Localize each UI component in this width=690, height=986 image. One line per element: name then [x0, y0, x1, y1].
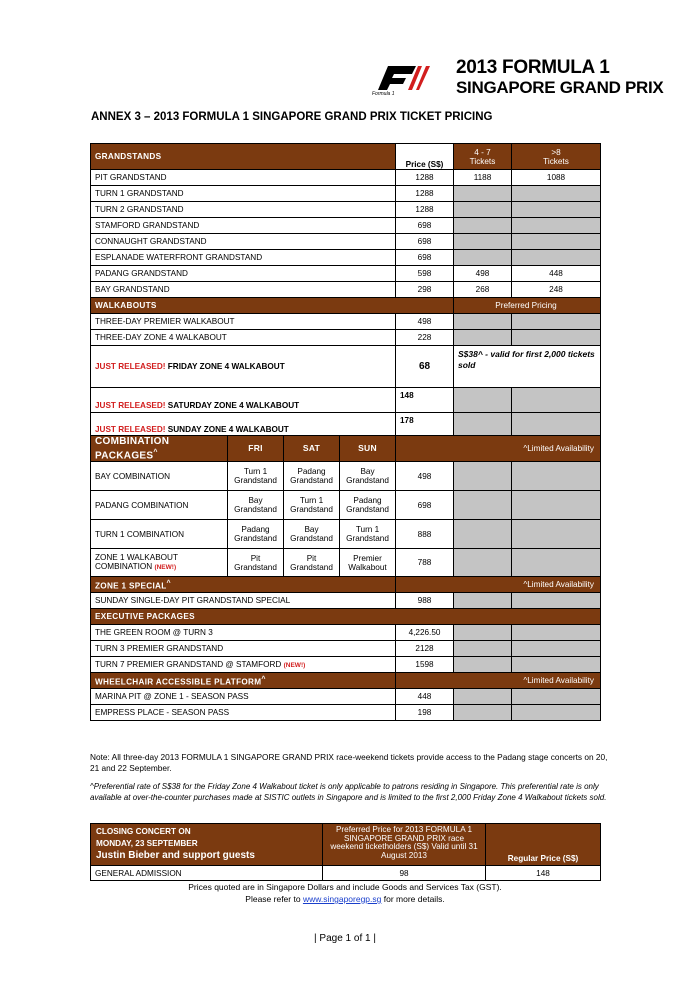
preferred-price-header: Preferred Price for 2013 FORMULA 1 SINGAPORE GRAND PRIX race weekend ticketholders (S$) Valid until 31 August 2013: [323, 824, 486, 866]
table-row: THREE-DAY ZONE 4 WALKABOUT 228: [91, 330, 601, 346]
limited-availability-label: ^Limited Availability: [396, 436, 601, 462]
table-row: BAY GRANDSTAND 298 268 248: [91, 282, 601, 298]
table-row: ZONE 1 WALKABOUT COMBINATION (NEW!) Pit Grandstand Pit Grandstand Premier Walkabout 788: [91, 549, 601, 577]
combination-header-row: COMBINATION PACKAGES^ FRI SAT SUN ^Limited Availability: [91, 436, 601, 462]
website-link[interactable]: www.singaporegp.sg: [302, 894, 382, 904]
concert-access-note: Note: All three-day 2013 FORMULA 1 SINGAPORE GRAND PRIX race-weekend tickets provide access to the Padang stage concerts on 20, 21 and 22 September.: [90, 752, 608, 773]
executive-header-row: [91, 609, 601, 625]
closing-concert-table: [90, 823, 601, 881]
table-row: TURN 2 GRANDSTAND 1288: [91, 202, 601, 218]
wheelchair-header-row: WHEELCHAIR ACCESSIBLE PLATFORM^ ^Limited Availability: [91, 673, 601, 689]
page-number: | Page 1 of 1 |: [314, 933, 376, 944]
table-row: BAY COMBINATION Turn 1 Grandstand Padang Grandstand Bay Grandstand 498: [91, 462, 601, 491]
table-row: TURN 1 GRANDSTAND 1288: [91, 186, 601, 202]
table-row: PIT GRANDSTAND 1288 1188 1088: [91, 170, 601, 186]
table-row: EMPRESS PLACE - SEASON PASS 198: [91, 705, 601, 721]
page-title: ANNEX 3 – 2013 FORMULA 1 SINGAPORE GRAND PRIX TICKET PRICING: [91, 111, 493, 123]
details-note: Please refer to www.singaporegp.sg for more details.: [245, 894, 445, 904]
preferential-rate-note: ^Preferential rate of S$38 for the Friday Zone 4 Walkabout ticket is only applicable to patrons residing in Singapore. This preferential rate is only available at over-the-counter purchases made at SISTIC outlets in Singapore and is limited to the first 2,000 Friday Zone 4 Walkabout tickets sold.: [90, 782, 607, 802]
saturday-walkabout-row: JUST RELEASED! SATURDAY ZONE 4 WALKABOUT 148: [91, 388, 601, 413]
gst-note: Prices quoted are in Singapore Dollars and include Goods and Services Tax (GST).: [188, 882, 502, 892]
grandstands-header: GRANDSTANDS: [91, 144, 396, 170]
table-row: MARINA PIT @ ZONE 1 - SEASON PASS 448: [91, 689, 601, 705]
bulk-8-header: >8 Tickets: [512, 144, 601, 170]
friday-walkabout-row: JUST RELEASED! FRIDAY ZONE 4 WALKABOUT 68 S$38^ - valid for first 2,000 tickets sold: [91, 346, 601, 388]
table-row: GENERAL ADMISSION 98 148: [91, 866, 601, 881]
table-row: THE GREEN ROOM @ TURN 3 4,226.50: [91, 625, 601, 641]
table-row: SUNDAY SINGLE-DAY PIT GRANDSTAND SPECIAL 988: [91, 593, 601, 609]
preferred-pricing-label: Preferred Pricing: [454, 298, 601, 314]
logo-line1: 2013 FORMULA 1: [456, 57, 610, 78]
f1-logo: [372, 57, 664, 102]
zone1-header: ZONE 1 SPECIAL^: [91, 577, 396, 593]
sunday-walkabout-row: JUST RELEASED! SUNDAY ZONE 4 WALKABOUT 178: [91, 413, 601, 436]
table-row: THREE-DAY PREMIER WALKABOUT 498: [91, 314, 601, 330]
table-row: STAMFORD GRANDSTAND 698: [91, 218, 601, 234]
logo-sub: Formula 1: [372, 91, 395, 97]
zone1-header-row: ZONE 1 SPECIAL^ ^Limited Availability: [91, 577, 601, 593]
combination-header: COMBINATION PACKAGES^: [91, 436, 228, 462]
table-row: TURN 1 COMBINATION Padang Grandstand Bay Grandstand Turn 1 Grandstand 888: [91, 520, 601, 549]
concert-header-row: [91, 824, 601, 866]
friday-preferential-note: S$38^ - valid for first 2,000 tickets sold: [454, 346, 601, 388]
table-row: ESPLANADE WATERFRONT GRANDSTAND 698: [91, 250, 601, 266]
table-row: TURN 7 PREMIER GRANDSTAND @ STAMFORD (NEW!) 1598: [91, 657, 601, 673]
table-row: PADANG COMBINATION Bay Grandstand Turn 1 Grandstand Padang Grandstand 698: [91, 491, 601, 520]
logo-line2: SINGAPORE GRAND PRIX: [456, 78, 664, 97]
concert-title: CLOSING CONCERT ON MONDAY, 23 SEPTEMBER Justin Bieber and support guests: [91, 824, 323, 866]
executive-header: EXECUTIVE PACKAGES: [91, 609, 601, 625]
price-column-header: Price (S$): [396, 144, 454, 170]
grandstands-header-row: [91, 144, 601, 170]
wheelchair-header: WHEELCHAIR ACCESSIBLE PLATFORM^: [91, 673, 396, 689]
table-row: PADANG GRANDSTAND 598 498 448: [91, 266, 601, 282]
walkabouts-header: WALKABOUTS: [91, 298, 454, 314]
table-row: CONNAUGHT GRANDSTAND 698: [91, 234, 601, 250]
bulk-4-7-header: 4 - 7 Tickets: [454, 144, 512, 170]
table-row: TURN 3 PREMIER GRANDSTAND 2128: [91, 641, 601, 657]
walkabouts-header-row: [91, 298, 601, 314]
regular-price-header: Regular Price (S$): [486, 824, 601, 866]
pricing-table: [90, 143, 601, 721]
